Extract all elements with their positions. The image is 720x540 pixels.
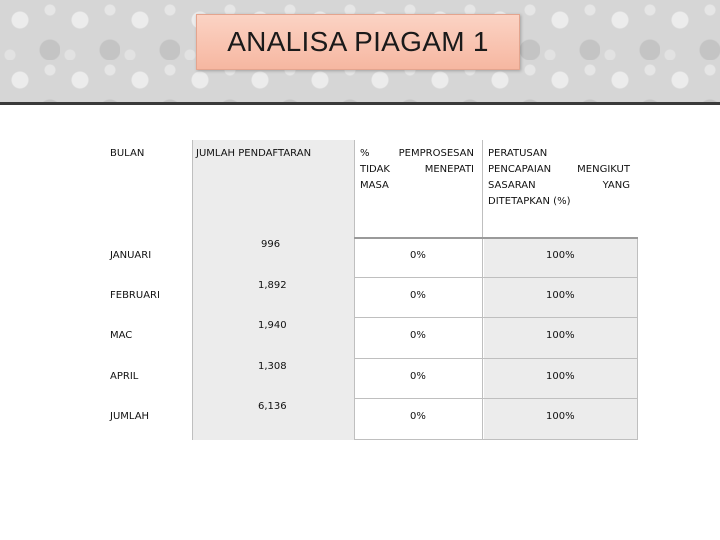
header-month: BULAN — [110, 148, 145, 159]
row-divider — [354, 398, 638, 399]
banner-divider — [0, 102, 720, 105]
divider-vertical — [192, 140, 193, 440]
cell-registrations: 1,940 — [258, 320, 287, 331]
header-target-line1: PERATUSAN — [488, 148, 548, 159]
cell-target: 100% — [546, 371, 575, 382]
cell-registrations-total: 6,136 — [258, 401, 287, 412]
divider-vertical — [637, 238, 638, 440]
cell-late: 0% — [410, 250, 426, 261]
data-table — [106, 140, 638, 440]
row-divider — [354, 358, 638, 359]
header-target-line3: SASARAN YANG — [488, 180, 630, 191]
cell-target-total: 100% — [546, 411, 575, 422]
cell-month: APRIL — [110, 371, 139, 382]
header-target-line2: PENCAPAIAN MENGIKUT — [488, 164, 630, 175]
header-late-line1: % PEMPROSESAN — [360, 148, 474, 159]
row-divider — [354, 277, 638, 278]
header-late-line2: TIDAK MENEPATI — [360, 164, 474, 175]
cell-month: FEBRUARI — [110, 290, 160, 301]
divider-vertical — [482, 140, 483, 440]
cell-registrations: 996 — [261, 239, 281, 250]
cell-target: 100% — [546, 330, 575, 341]
cell-target: 100% — [546, 250, 575, 261]
cell-late: 0% — [410, 371, 426, 382]
header-target-line4: DITETAPKAN (%) — [488, 196, 571, 207]
cell-month: MAC — [110, 330, 133, 341]
row-divider — [354, 439, 638, 440]
cell-month: JANUARI — [110, 250, 152, 261]
cell-month-total: JUMLAH — [110, 411, 150, 422]
header-late-line3: MASA — [360, 180, 389, 191]
header-registrations: JUMLAH PENDAFTARAN — [196, 148, 312, 159]
cell-late-total: 0% — [410, 411, 426, 422]
page-title: ANALISA PIAGAM 1 — [227, 26, 489, 57]
divider-vertical — [354, 140, 355, 440]
header-divider — [354, 237, 638, 239]
title-box — [196, 14, 520, 70]
cell-late: 0% — [410, 330, 426, 341]
cell-late: 0% — [410, 290, 426, 301]
cell-registrations: 1,892 — [258, 280, 287, 291]
cell-target: 100% — [546, 290, 575, 301]
row-divider — [354, 317, 638, 318]
cell-registrations: 1,308 — [258, 361, 287, 372]
